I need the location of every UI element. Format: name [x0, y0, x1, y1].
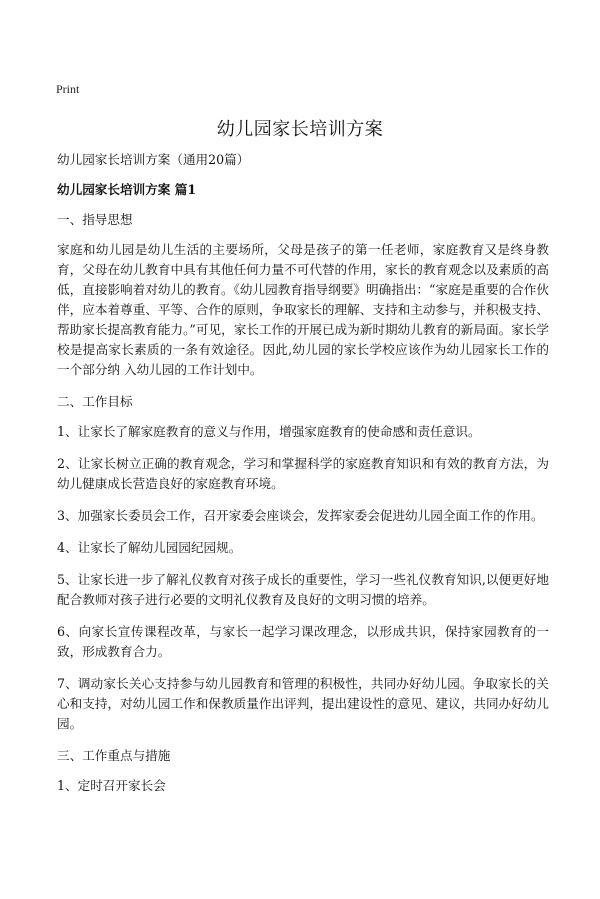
- measure-item: 1、定时召开家长会: [57, 778, 166, 793]
- goal-item: 5、让家长进一步了解礼仪教育对孩子成长的重要性，学习一些礼仪教育知识,以便更好地配合教师对孩子进行必要的文明礼仪教育及良好的文明习惯的培养。: [57, 572, 549, 607]
- heading-key-measures: 三、工作重点与措施: [57, 748, 171, 763]
- goal-item: 1、让家长了解家庭教育的意义与作用，增强家庭教育的使命感和责任意识。: [57, 424, 481, 439]
- document-body: [57, 150, 549, 808]
- goal-item: 7、调动家长关心支持参与幼儿园教育和管理的积极性，共同办好幼儿园。争取家长的关心和支持，对幼儿园工作和保教质量作出评判，提出建设性的意见、建议，共同办好幼儿园。: [57, 676, 549, 731]
- section-title: 幼儿园家长培训方案 篇1: [57, 182, 197, 197]
- goal-item: 2、让家长树立正确的教育观念，学习和掌握科学的家庭教育知识和有效的教育方法，为幼儿健康成长营造良好的家庭教育环境。: [57, 456, 549, 491]
- heading-guiding-ideology: 一、指导思想: [57, 212, 133, 227]
- heading-work-goals: 二、工作目标: [57, 394, 133, 409]
- document-subtitle: 幼儿园家长培训方案（通用20篇）: [57, 152, 250, 167]
- document-title: 幼儿园家长培训方案: [216, 119, 384, 140]
- paragraph-guiding-ideology: 家庭和幼儿园是幼儿生活的主要场所，父母是孩子的第一任老师，家庭教育又是终身教育，父母在幼儿教育中具有其他任何力量不可代替的作用，家长的教育观念以及素质的高低，直接影响着对幼儿的教育。《幼儿园教育指导纲要》明确指出：“家庭是重要的合作伙伴，应本着尊重、平等、合作的原则，争取家长的理解、支持和主动参与，并积极支持、帮助家长提高教育能力。”可见，家长工作的开展已成为新时期幼儿教育的新局面。家长学校是提高家长素质的一条有效途径。因此,幼儿园的家长学校应该作为幼儿园家长工作的一个部分纳 入幼儿园的工作计划中。: [57, 242, 549, 377]
- goal-item: 3、加强家长委员会工作，召开家委会座谈会，发挥家委会促进幼儿园全面工作的作用。: [57, 508, 544, 523]
- goal-item: 4、让家长了解幼儿园园纪园规。: [57, 540, 242, 555]
- goal-item: 6、向家长宣传课程改革，与家长一起学习课改理念，以形成共识，保持家园教育的一致，形成教育合力。: [57, 624, 549, 659]
- print-label: Print: [56, 82, 80, 96]
